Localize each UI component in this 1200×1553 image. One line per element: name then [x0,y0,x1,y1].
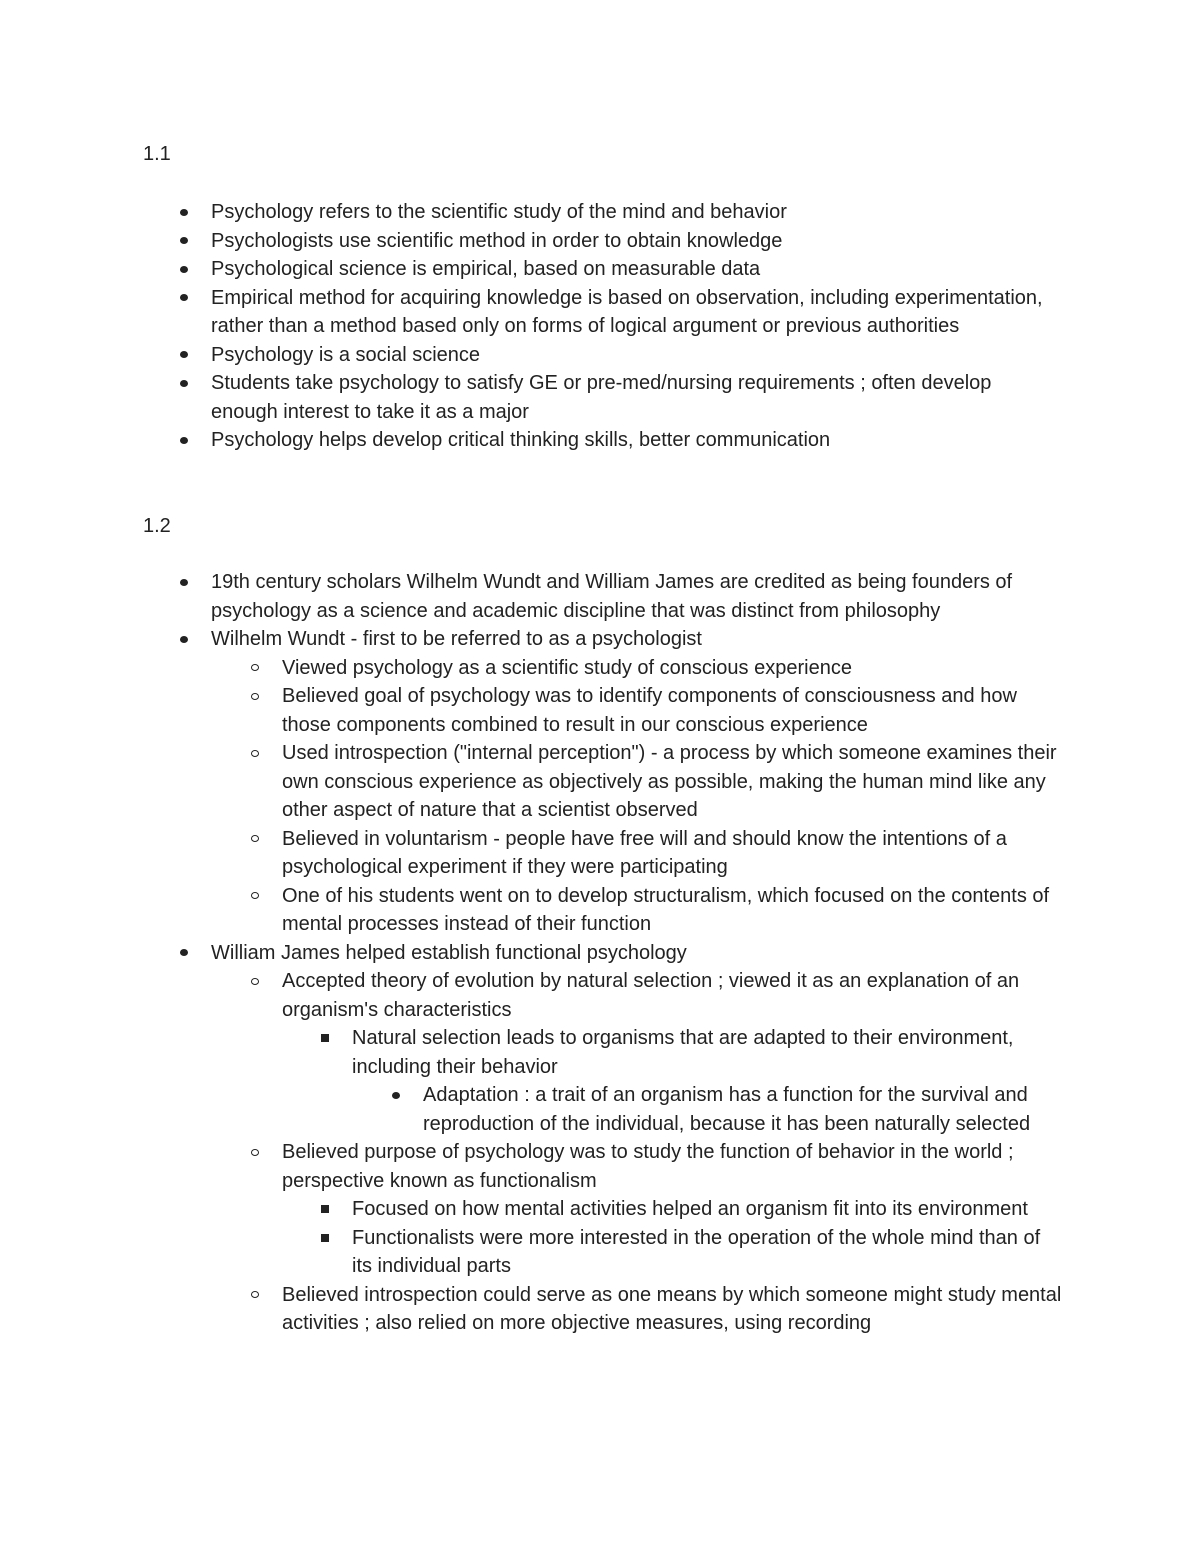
list-item: Psychology refers to the scientific study of the mind and behavior [0,198,1200,227]
section-heading: 1.2 [143,515,171,537]
bullet-dot-icon [176,284,192,313]
bullet-dot-icon [176,255,192,284]
list-item: Used introspection ("internal perception") - a process by which someone examines their own conscious experience as objectively as possible, making the human mind like any other aspect of nature that a scientist observed [0,739,1200,825]
list-item: Functionalists were more interested in the operation of the whole mind than of its individual parts [0,1224,1200,1281]
bullet-circle-icon [247,682,263,711]
list-item: Adaptation : a trait of an organism has a function for the survival and reproduction of the individual, because it has been naturally selected [0,1081,1200,1138]
bullet-dot-icon [176,227,192,256]
list-item: Believed goal of psychology was to identify components of consciousness and how those components combined to result in our conscious experience [0,682,1200,739]
list-item: Psychological science is empirical, based on measurable data [0,255,1200,284]
bullet-circle-icon [247,1281,263,1310]
section-heading: 1.1 [143,143,171,165]
bullet-dot-icon [176,939,192,968]
list-item: Psychology helps develop critical thinking skills, better communication [0,426,1200,455]
list-item: Natural selection leads to organisms that are adapted to their environment, including their behavior [0,1024,1200,1081]
list-item: Believed introspection could serve as one means by which someone might study mental activities ; also relied on more objective measures, using recording [0,1281,1200,1338]
bullet-list [0,198,1200,455]
list-item: William James helped establish functional psychology [0,939,1200,968]
bullet-dot-icon [176,341,192,370]
bullet-dot-icon [388,1081,404,1110]
bullet-dot-icon [176,625,192,654]
bullet-circle-icon [247,882,263,911]
bullet-square-icon [317,1224,333,1253]
bullet-square-icon [317,1195,333,1224]
list-item: Psychologists use scientific method in order to obtain knowledge [0,227,1200,256]
bullet-dot-icon [176,369,192,398]
bullet-dot-icon [176,426,192,455]
list-item: One of his students went on to develop structuralism, which focused on the contents of mental processes instead of their function [0,882,1200,939]
list-item: Accepted theory of evolution by natural selection ; viewed it as an explanation of an organism's characteristics [0,967,1200,1024]
list-item: Viewed psychology as a scientific study of conscious experience [0,654,1200,683]
bullet-circle-icon [247,1138,263,1167]
bullet-square-icon [317,1024,333,1053]
bullet-circle-icon [247,739,263,768]
bullet-dot-icon [176,568,192,597]
bullet-circle-icon [247,967,263,996]
list-item: Believed in voluntarism - people have free will and should know the intentions of a psychological experiment if they were participating [0,825,1200,882]
bullet-circle-icon [247,654,263,683]
list-item: Students take psychology to satisfy GE or pre-med/nursing requirements ; often develop enough interest to take it as a major [0,369,1200,426]
list-item: Wilhelm Wundt - first to be referred to as a psychologist [0,625,1200,654]
list-item: Focused on how mental activities helped an organism fit into its environment [0,1195,1200,1224]
bullet-circle-icon [247,825,263,854]
list-item: Empirical method for acquiring knowledge is based on observation, including experimentation, rather than a method based only on forms of logical argument or previous authorities [0,284,1200,341]
bullet-dot-icon [176,198,192,227]
list-item: 19th century scholars Wilhelm Wundt and William James are credited as being founders of psychology as a science and academic discipline that was distinct from philosophy [0,568,1200,625]
list-item: Psychology is a social science [0,341,1200,370]
list-item: Believed purpose of psychology was to study the function of behavior in the world ; perspective known as functionalism [0,1138,1200,1195]
bullet-list [0,568,1200,1338]
